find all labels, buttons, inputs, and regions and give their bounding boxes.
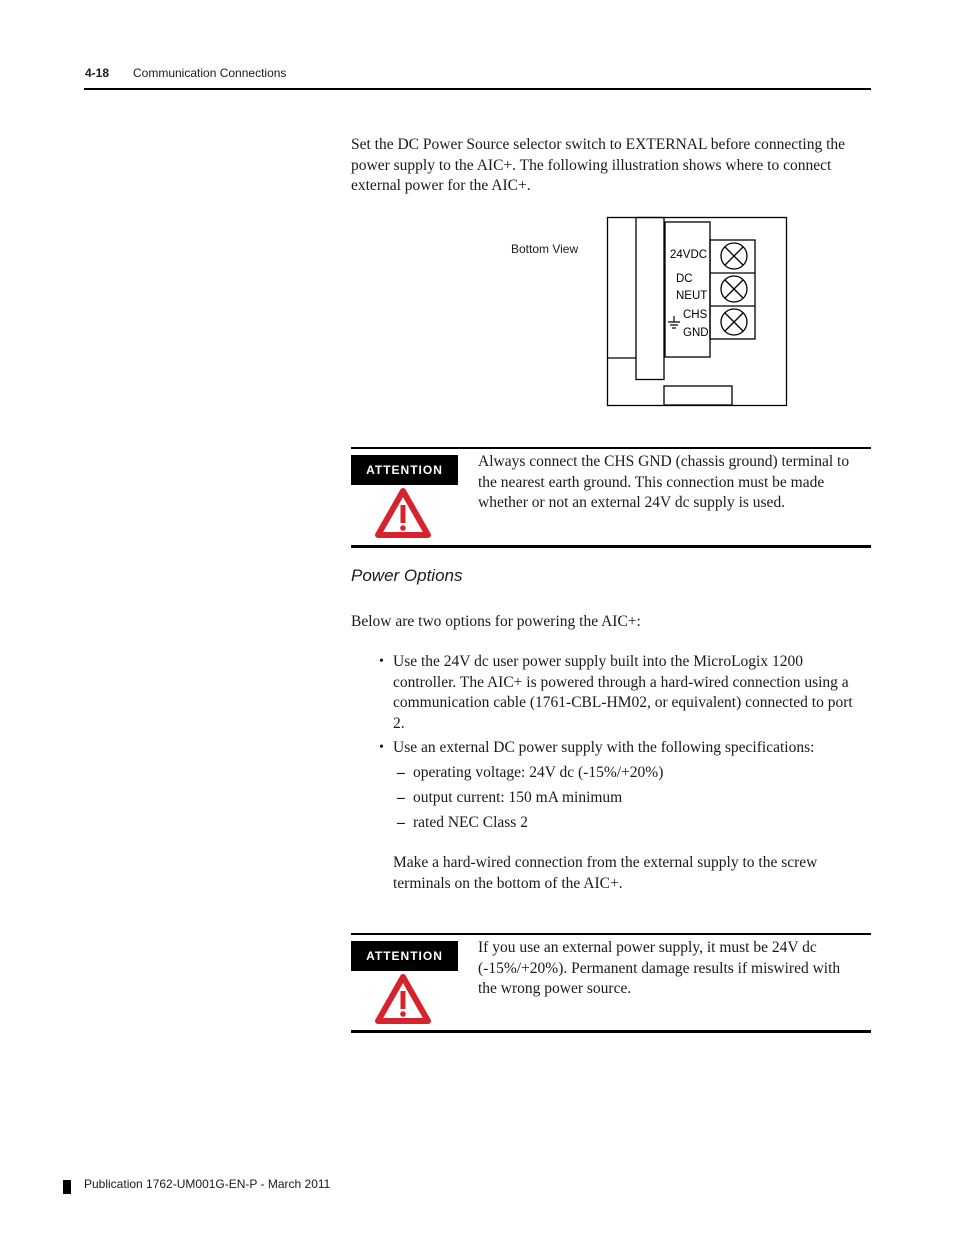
attention-text: Always connect the CHS GND (chassis ground) terminal to the nearest earth ground. This connection must be made whether or not an external 24V dc supply is used. [478, 453, 850, 511]
options-intro: Below are two options for powering the AIC+: [351, 613, 641, 630]
attention-text: If you use an external power supply, it must be 24V dc (-15%/+20%). Permanent damage results if miswired with the wrong power source. [478, 939, 841, 997]
warning-triangle-icon [374, 973, 432, 1025]
list-item: Use an external DC power supply with the following specifications: [393, 739, 815, 756]
terminal-label-gnd: GND [683, 327, 709, 339]
footer-marker [63, 1180, 71, 1194]
terminal-label-chs: CHS [683, 309, 708, 321]
bullet-marker: • [379, 654, 384, 669]
terminal-label-neut: NEUT [676, 290, 708, 302]
aic-bottom-view-diagram [606, 216, 788, 408]
attention-top-rule [351, 933, 871, 935]
list-item: Use the 24V dc user power supply built into the MicroLogix 1200 controller. The AIC+ is powered through a hard-wired connection using a communication cable (1761-CBL-HM02, or equivalent) connected to port 2. [393, 653, 853, 732]
bottom-view-label: Bottom View [511, 242, 579, 256]
ground-icon [668, 316, 680, 328]
chapter-title: Communication Connections [133, 66, 287, 80]
intro-paragraph: Set the DC Power Source selector switch to EXTERNAL before connecting the power supply to the AIC+. The following illustration shows where to connect external power for the AIC+. [351, 136, 846, 194]
screw-terminal-icon [721, 276, 747, 302]
publication-footer: Publication 1762-UM001G-EN-P - March 2011 [84, 1177, 331, 1191]
wiring-note: Make a hard-wired connection from the external supply to the screw terminals on the bottom of the AIC+. [393, 854, 818, 892]
spec-item: rated NEC Class 2 [413, 814, 528, 831]
attention-badge: ATTENTION [351, 941, 458, 971]
page-number: 4-18 [85, 66, 110, 80]
section-heading: Power Options [351, 566, 463, 585]
screw-terminal-icon [721, 243, 747, 269]
spec-item: operating voltage: 24V dc (-15%/+20%) [413, 764, 664, 781]
terminal-label-dc: DC [676, 273, 693, 285]
warning-triangle-icon [374, 487, 432, 539]
attention-bottom-rule [351, 545, 871, 548]
terminal-label-24vdc: 24VDC [670, 249, 708, 261]
dash-marker: – [397, 764, 405, 781]
attention-top-rule [351, 447, 871, 449]
dash-marker: – [397, 789, 405, 806]
dash-marker: – [397, 814, 405, 831]
bullet-marker: • [379, 740, 384, 755]
attention-bottom-rule [351, 1030, 871, 1033]
header-rule [84, 88, 871, 90]
screw-terminal-icon [721, 309, 747, 335]
attention-badge: ATTENTION [351, 455, 458, 485]
spec-item: output current: 150 mA minimum [413, 789, 623, 806]
